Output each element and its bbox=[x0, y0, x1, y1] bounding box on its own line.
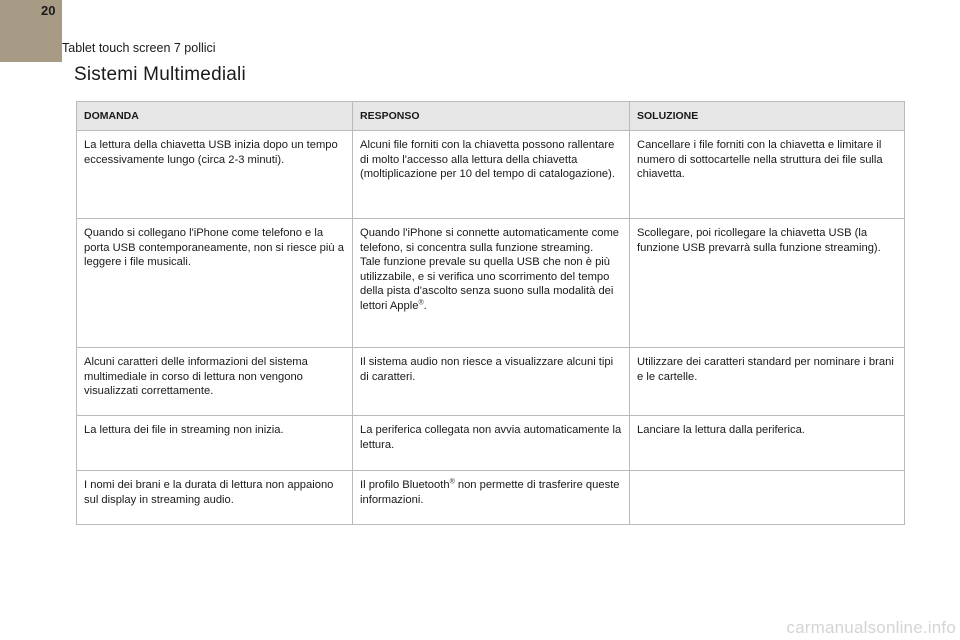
cell-responso: Alcuni file forniti con la chiavetta possono rallentare di molto l'accesso alla lettura della chiavetta (moltiplicazione per 10 del tempo di catalogazione). bbox=[353, 131, 630, 219]
cell-domanda: La lettura della chiavetta USB inizia dopo un tempo eccessivamente lungo (circa 2-3 minuti). bbox=[77, 131, 353, 219]
table-row bbox=[77, 416, 905, 471]
cell-responso: Il sistema audio non riesce a visualizzare alcuni tipi di caratteri. bbox=[353, 348, 630, 416]
section-label: Tablet touch screen 7 pollici bbox=[62, 41, 216, 55]
table-row bbox=[77, 131, 905, 219]
cell-domanda: I nomi dei brani e la durata di lettura non appaiono sul display in streaming audio. bbox=[77, 471, 353, 525]
cell-soluzione: Utilizzare dei caratteri standard per nominare i brani e le cartelle. bbox=[630, 348, 905, 416]
troubleshooting-table bbox=[76, 101, 905, 525]
cell-soluzione: Cancellare i file forniti con la chiavetta e limitare il numero di sottocartelle nella struttura dei file sulla chiavetta. bbox=[630, 131, 905, 219]
header-domanda: DOMANDA bbox=[77, 102, 353, 131]
table-row bbox=[77, 219, 905, 348]
header-responso: RESPONSO bbox=[353, 102, 630, 131]
responso-paragraph: Tale funzione prevale su quella USB che non è più utilizzabile, e si verifica uno scorrimento del tempo della pista d'ascolto senza suono sulla modalità dei lettori Apple bbox=[360, 256, 614, 312]
cell-soluzione: Scollegare, poi ricollegare la chiavetta USB (la funzione USB prevarrà sulla funzione streaming). bbox=[630, 219, 905, 348]
responso-end: . bbox=[423, 299, 427, 312]
responso-text: Il profilo Bluetooth bbox=[360, 479, 450, 491]
registered-mark: ® bbox=[449, 478, 455, 486]
cell-soluzione: Lanciare la lettura dalla periferica. bbox=[630, 416, 905, 471]
cell-responso: La periferica collegata non avvia automaticamente la lettura. bbox=[353, 416, 630, 471]
registered-mark: ® bbox=[418, 299, 424, 307]
table-row bbox=[77, 471, 905, 525]
cell-domanda: Quando si collegano l'iPhone come telefono e la porta USB contemporaneamente, non si riesce più a leggere i file musicali. bbox=[77, 219, 353, 348]
table-header-row bbox=[77, 102, 905, 131]
cell-responso bbox=[353, 219, 630, 348]
cell-domanda: Alcuni caratteri delle informazioni del sistema multimediale in corso di lettura non vengono visualizzati correttamente. bbox=[77, 348, 353, 416]
header-soluzione: SOLUZIONE bbox=[630, 102, 905, 131]
watermark: carmanualsonline.info bbox=[786, 618, 956, 637]
page-title: Sistemi Multimediali bbox=[74, 64, 246, 85]
cell-responso bbox=[353, 471, 630, 525]
responso-text: non permette di trasferire queste informazioni. bbox=[360, 479, 620, 506]
table-row bbox=[77, 348, 905, 416]
responso-paragraph: Quando l'iPhone si connette automaticamente come telefono, si concentra sulla funzione streaming. bbox=[360, 227, 619, 254]
cell-soluzione bbox=[630, 471, 905, 525]
page-number: 20 bbox=[41, 3, 56, 18]
cell-domanda: La lettura dei file in streaming non inizia. bbox=[77, 416, 353, 471]
